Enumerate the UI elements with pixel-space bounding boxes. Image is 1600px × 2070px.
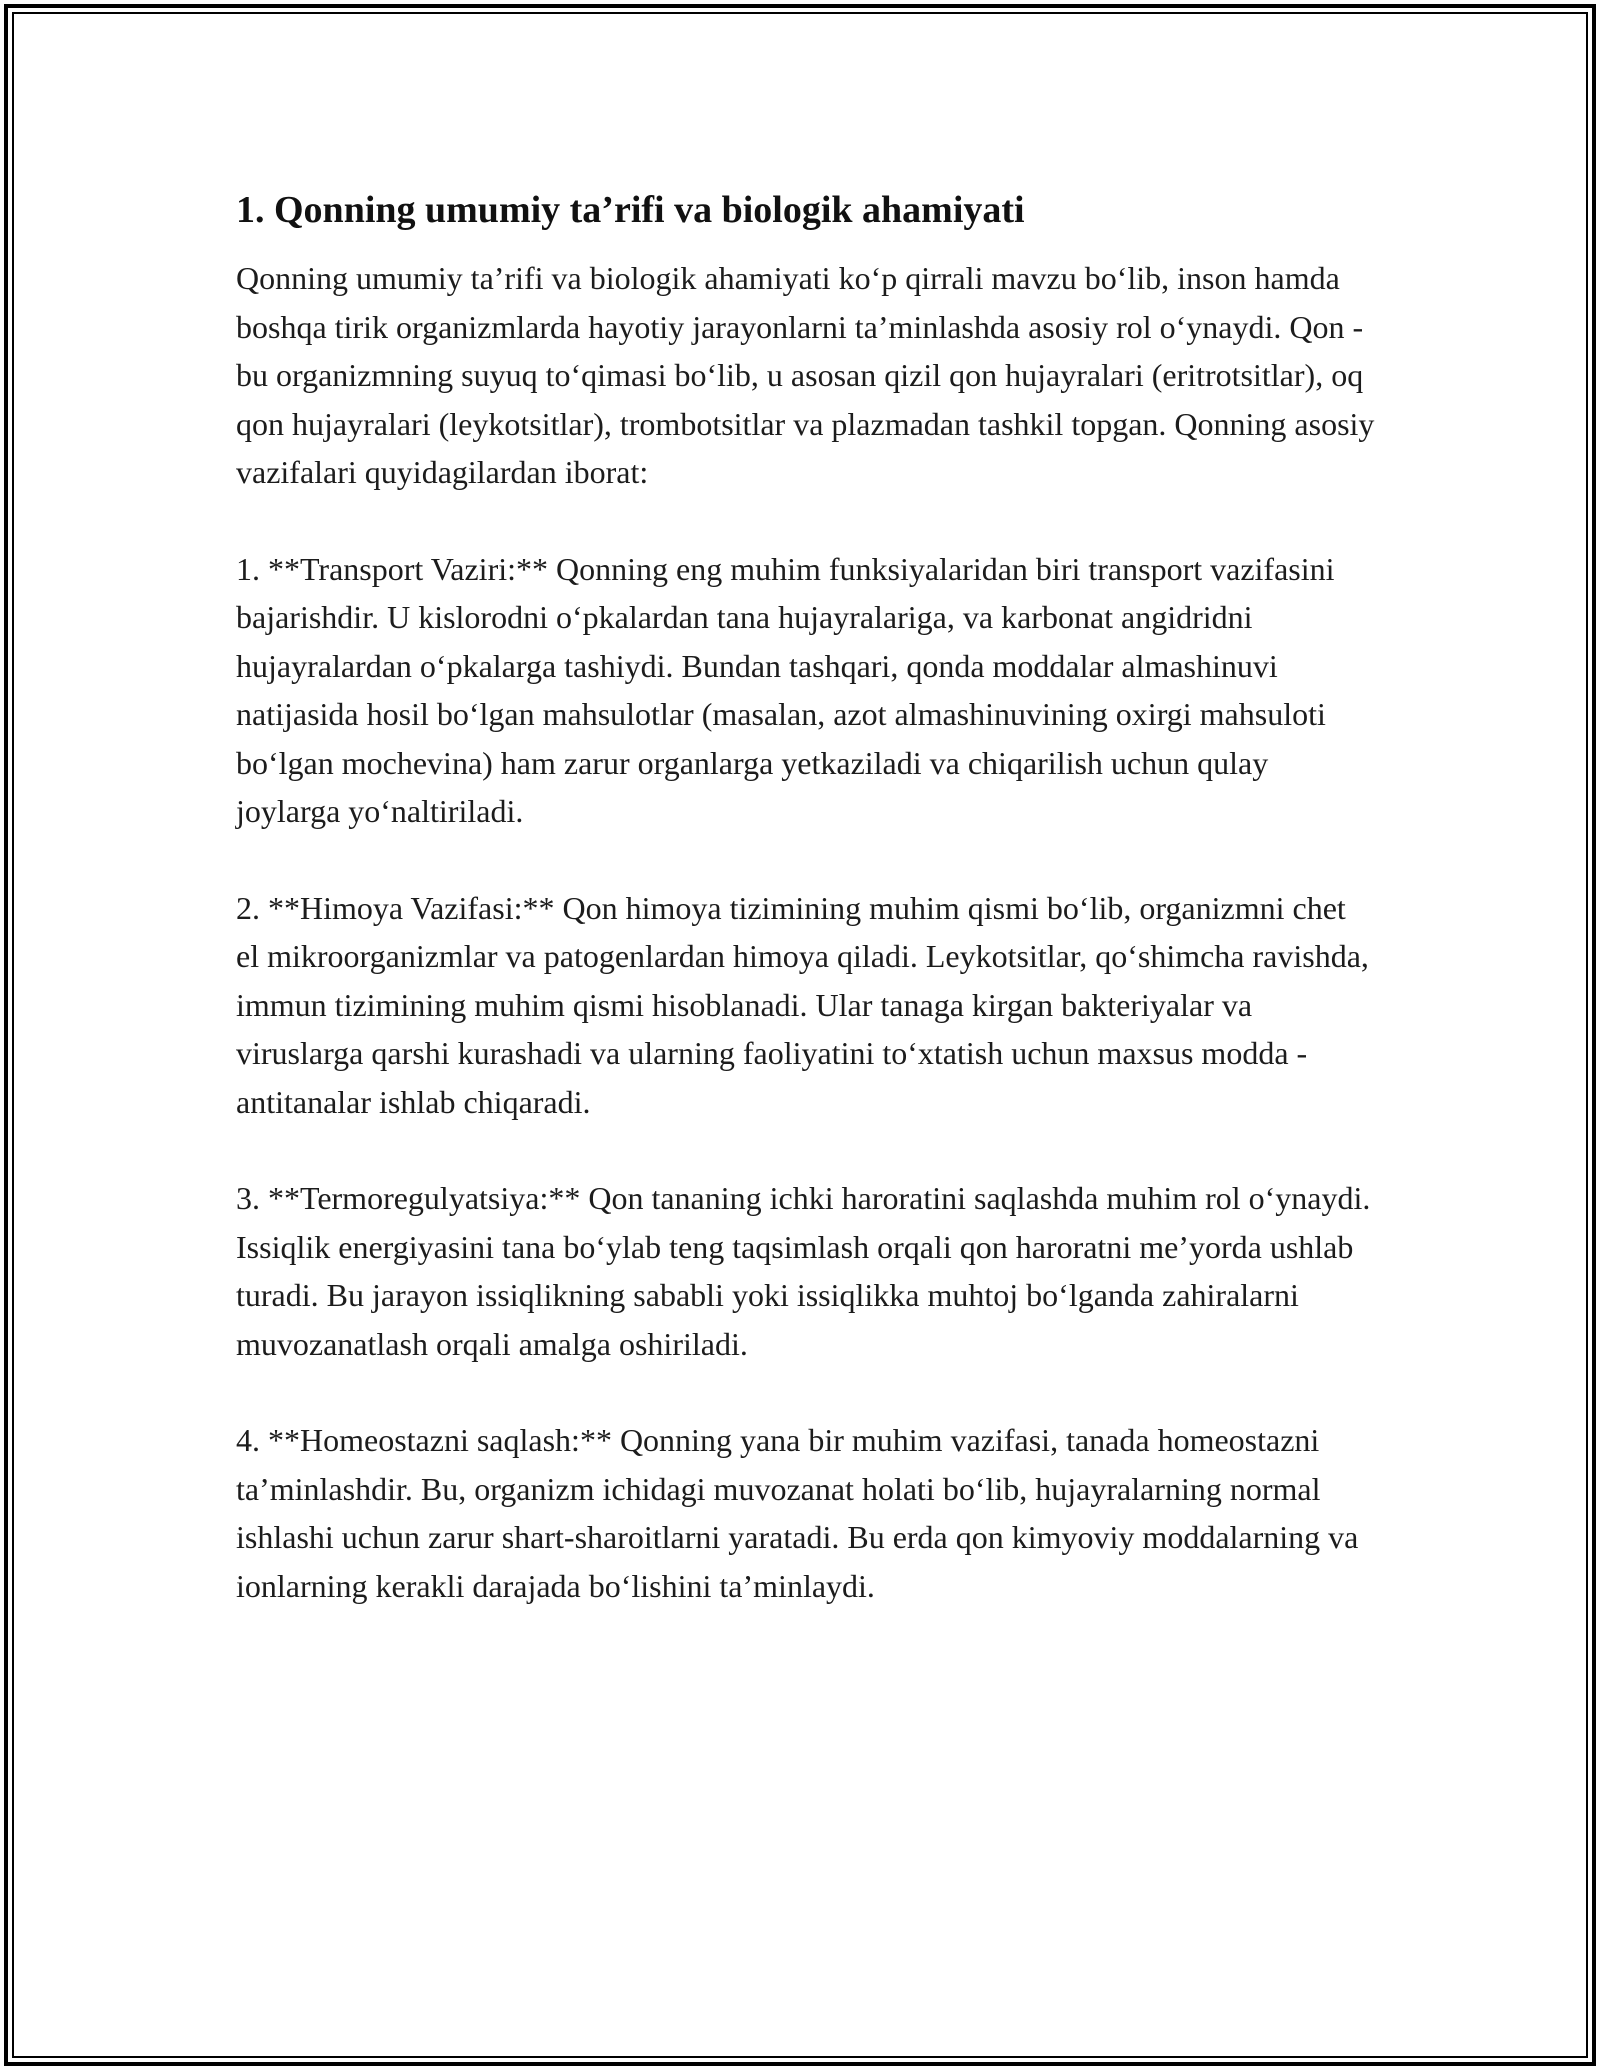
point-himoya: 2. **Himoya Vazifasi:** Qon himoya tizimining muhim qismi bo‘lib, organizmni chet el mikroorganizmlar va patogenlardan himoya qiladi. Leykotsitlar, qo‘shimcha ravishda, immun tizimining muhim qismi hisoblanadi. Ular tanaga kirgan bakteriyalar va viruslarga qarshi kurashadi va ularning faoliyatini to‘xtatish uchun maxsus modda - antitanalar ishlab chiqaradi. xyxy=(236,889,1369,1120)
intro-paragraph: Qonning umumiy ta’rifi va biologik ahamiyati ko‘p qirrali mavzu bo‘lib, inson hamda boshqa tirik organizmlarda hayotiy jarayonlarni ta’minlashda asosiy rol o‘ynaydi. Qon - bu organizmning suyuq to‘qimasi bo‘lib, u asosan qizil qon hujayralari (eritrotsitlar), oq qon hujayralari (leykotsitlar), trombotsitlar va plazmadan tashkil topgan. Qonning asosiy vazifalari quyidagilardan iborat: xyxy=(236,260,1375,490)
point-homeostaz: 4. **Homeostazni saqlash:** Qonning yana bir muhim vazifasi, tanada homeostazni ta’minlashdir. Bu, organizm ichidagi muvozanat holati bo‘lib, hujayralarning normal ishlashi uchun zarur shart-sharoitlarni yaratadi. Bu erda qon kimyoviy moddalarning va ionlarning kerakli darajada bo‘lishini ta’minlaydi. xyxy=(236,1422,1359,1604)
document-body xyxy=(236,186,1376,1610)
point-termoregulyatsiya: 3. **Termoregulyatsiya:** Qon tananing ichki haroratini saqlashda muhim rol o‘ynaydi. Issiqlik energiyasini tana bo‘ylab teng taqsimlash orqali qon haroratni me’yorda ushlab turadi. Bu jarayon issiqlikning sababli yoki issiqlikka muhtoj bo‘lganda zahiralarni muvozanatlash orqali amalga oshiriladi. xyxy=(236,1180,1371,1362)
section-heading: 1. Qonning umumiy ta’rifi va biologik ahamiyati xyxy=(236,189,1025,231)
point-transport: 1. **Transport Vaziri:** Qonning eng muhim funksiyalaridan biri transport vazifasini bajarishdir. U kislorodni o‘pkalardan tana hujayralariga, va karbonat angidridni hujayralardan o‘pkalarga tashiydi. Bundan tashqari, qonda moddalar almashinuvi natijasida hosil bo‘lgan mahsulotlar (masalan, azot almashinuvining oxirgi mahsuloti bo‘lgan mochevina) ham zarur organlarga yetkaziladi va chiqarilish uchun qulay joylarga yo‘naltiriladi. xyxy=(236,550,1335,829)
